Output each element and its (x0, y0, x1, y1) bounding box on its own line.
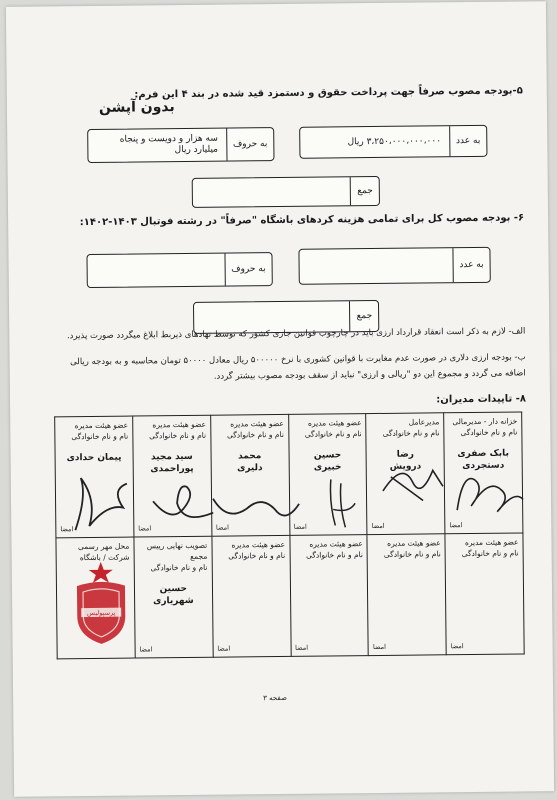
approval-sign-label: امضا (60, 525, 74, 534)
section6-words-value (87, 254, 224, 287)
section6-words-label: به حروف (224, 253, 272, 285)
approvals-table (54, 411, 525, 659)
approval-cell[interactable] (134, 536, 213, 658)
approval-role: عضو هیئت مدیره (464, 537, 519, 548)
approval-role: عضو هیئت مدیره (387, 538, 441, 548)
section5-digits-value: ۳،۲۵۰،۰۰۰،۰۰۰،۰۰۰ ریال (347, 136, 442, 148)
section6-digits-value (299, 248, 452, 284)
approval-name-label: نام و نام خانوادگی (382, 428, 440, 438)
approval-person-name: حسین شهریاری (153, 583, 194, 607)
seal-cell-label: محل مهر رسمی شرکت / باشگاه (77, 541, 130, 563)
section6-words-box[interactable] (86, 252, 272, 288)
approval-role: عضو هیئت مدیره (74, 420, 129, 431)
section6-heading: ۶- بودجه مصوب کل برای تمامی هزینه کردهای باشگاه "صرفاً" در رشته فوتبال ۱۴۰۳-۱۴۰۲: (79, 212, 525, 229)
section6-digits-label: به عدد (452, 248, 490, 282)
approval-role: مدیرعامل (408, 417, 440, 427)
section5-words-box[interactable] (87, 127, 274, 163)
section5-total-box[interactable] (192, 176, 380, 208)
approval-sign-label: امضا (450, 642, 464, 651)
club-seal-icon (71, 560, 132, 647)
approval-person-name: رضا درویش (389, 449, 422, 472)
approval-sign-label: امضا (139, 645, 153, 654)
approval-cell[interactable] (55, 416, 134, 538)
approval-name-label: نام و نام خانوادگی (461, 548, 519, 559)
section5-heading: ۵-بودجه مصوب صرفاً جهت پرداخت حقوق و دستمزد قید شده در بند ۴ این فرم: (134, 85, 523, 101)
section5-words-label: به حروف (226, 128, 274, 160)
approval-role: تصویب نهایی رییس مجمع (146, 540, 208, 561)
no-option-stamp: بدون آپشن (98, 99, 175, 116)
note-b-line1: ب- بودجه ارزی دلاری در صورت عدم مغایرت با قوانین کشوری با نرخ ۵۰۰۰۰۰ ریال معادل ۵۰۰۰۰ تومان محاسبه و به بودجه ریالی (70, 352, 526, 368)
approval-person-name: حسین خبیری (313, 450, 342, 473)
section5-digits-box[interactable] (299, 125, 487, 159)
approval-name-label: نام و نام خانوادگی (149, 430, 207, 441)
approval-cell[interactable] (289, 535, 368, 657)
section5-digits-label: به عدد (449, 126, 487, 156)
section5-words-value: سه هزار و دویست و پنجاه میلیارد ریال (119, 133, 219, 156)
approval-role: خزانه دار - مدیرمالی (452, 416, 518, 427)
approval-sign-label: امضا (217, 644, 231, 653)
approval-role: عضو هیئت مدیره (231, 539, 286, 550)
page-number: صفحه ۳ (263, 693, 287, 703)
approval-name-label: نام و نام خانوادگی (71, 431, 129, 442)
approval-person-name: پیمان حدادی (66, 452, 122, 464)
approval-cell[interactable] (288, 414, 367, 536)
approval-person-name: محمد دلیری (237, 451, 263, 474)
approval-name-label: نام و نام خانوادگی (304, 429, 362, 439)
approval-role: عضو هیئت مدیره (230, 418, 284, 429)
approval-sign-label: امضا (215, 523, 229, 532)
approval-cell[interactable] (210, 414, 289, 536)
seal-text: پرسپولیس (86, 608, 116, 618)
approval-cell[interactable] (445, 533, 524, 655)
approval-role: عضو هیئت مدیره (309, 539, 363, 549)
approval-cell[interactable] (366, 413, 445, 535)
approval-cell[interactable] (212, 535, 291, 657)
section8-heading: ۸- تاییدات مدیران: (436, 393, 527, 406)
approval-sign-label: امضا (293, 522, 307, 531)
approval-name-label: نام و نام خانوادگی (226, 429, 284, 440)
document-page (6, 1, 554, 797)
approval-name-label: نام و نام خانوادگی (150, 562, 208, 573)
section5-total-value (193, 177, 351, 207)
section6-total-label: جمع (349, 301, 378, 331)
approval-person-name: بابک صفری دستجردی (457, 448, 509, 472)
approval-name-label: نام و نام خانوادگی (460, 427, 518, 438)
approval-name-label: نام و نام خانوادگی (305, 550, 364, 560)
section6-digits-box[interactable] (298, 247, 490, 285)
approval-cell[interactable] (133, 415, 212, 537)
approval-role: عضو هیئت مدیره (307, 418, 362, 428)
seal-cell[interactable] (56, 537, 135, 659)
approval-sign-label: امضا (371, 521, 385, 531)
approval-sign-label: امضا (372, 642, 386, 652)
approval-name-label: نام و نام خانوادگی (228, 550, 286, 561)
approval-role: عضو هیئت مدیره (152, 419, 206, 430)
note-b-line2: اضافه می گردد و مجموع این دو "ریالی و ارزی" نباید از سقف بودجه مصوب بیشتر گردد. (213, 368, 526, 382)
approval-sign-label: امضا (138, 524, 152, 533)
approval-cell[interactable] (444, 412, 523, 534)
approval-cell[interactable] (367, 534, 446, 656)
section5-total-label: جمع (350, 177, 379, 205)
note-a: الف- لازم به ذکر است انعقاد قرارداد ارزی باید در چارچوب قوانین جاری کشور که توسط نهادهای ذیربط ابلاغ میگردد صورت پذیرد. (66, 326, 526, 342)
approval-sign-label: امضا (295, 643, 309, 652)
approval-sign-label: امضا (449, 521, 463, 530)
approval-name-label: نام و نام خانوادگی (383, 549, 441, 559)
approval-person-name: سید مجید پوراحمدی (150, 451, 194, 475)
